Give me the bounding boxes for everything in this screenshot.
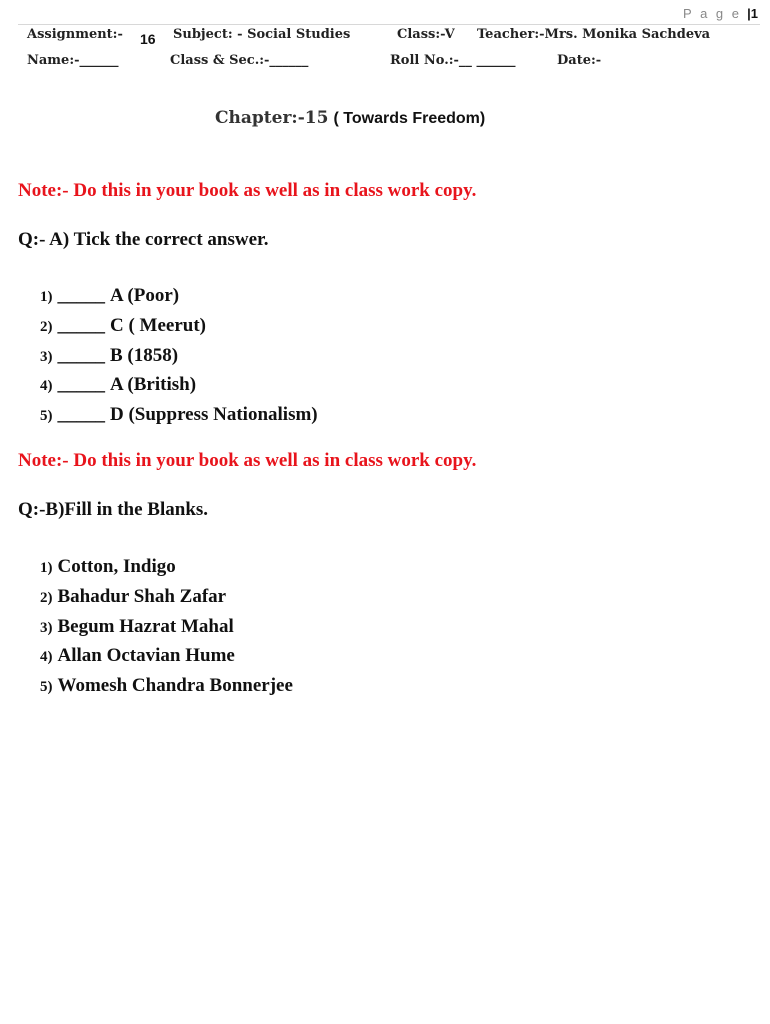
- name-field: Name:-______: [27, 53, 119, 68]
- chapter-title: Chapter:-15: [215, 108, 329, 128]
- page-separator: |: [747, 6, 751, 21]
- list-item: 5) _____ D (Suppress Nationalism): [40, 404, 318, 426]
- list-item: 5) Womesh Chandra Bonnerjee: [40, 675, 293, 697]
- subject-label: Subject: - Social Studies: [173, 27, 351, 42]
- list-item: 3) Begum Hazrat Mahal: [40, 615, 234, 637]
- list-item: 4) Allan Octavian Hume: [40, 645, 235, 667]
- list-item: 4) _____ A (British): [40, 374, 197, 396]
- question-a: Q:- A) Tick the correct answer.: [18, 229, 269, 250]
- class-label: Class:-V: [397, 27, 455, 42]
- assignment-label: Assignment:-: [27, 27, 123, 42]
- page-word: P a g e: [683, 6, 742, 21]
- page-value: 1: [750, 6, 758, 21]
- list-item: 3) _____ B (1858): [40, 344, 179, 366]
- answer-list-b: [40, 552, 293, 701]
- list-item: 2) Bahadur Shah Zafar: [40, 585, 227, 607]
- note-text: Note:- Do this in your book as well as in class work copy.: [18, 180, 477, 201]
- list-item: 1) Cotton, Indigo: [40, 556, 176, 577]
- class-sec-field: Class & Sec.:-______: [170, 53, 309, 68]
- date-field: Date:-: [557, 53, 602, 68]
- list-item: 1) _____ A (Poor): [40, 285, 180, 306]
- teacher-label: Teacher:-Mrs. Monika Sachdeva: [477, 27, 711, 42]
- assignment-number: 16: [140, 31, 156, 47]
- answer-list-a: [40, 281, 318, 430]
- roll-no-field: Roll No.:-__ ______: [390, 53, 516, 68]
- list-item: 2) _____ C ( Meerut): [40, 314, 207, 336]
- note-text: Note:- Do this in your book as well as in class work copy.: [18, 450, 477, 471]
- header-divider: [18, 24, 760, 25]
- question-b: Q:-B)Fill in the Blanks.: [18, 499, 209, 520]
- page-number: [683, 6, 758, 21]
- chapter-subtitle: ( Towards Freedom): [333, 110, 486, 127]
- chapter-heading: [215, 108, 485, 128]
